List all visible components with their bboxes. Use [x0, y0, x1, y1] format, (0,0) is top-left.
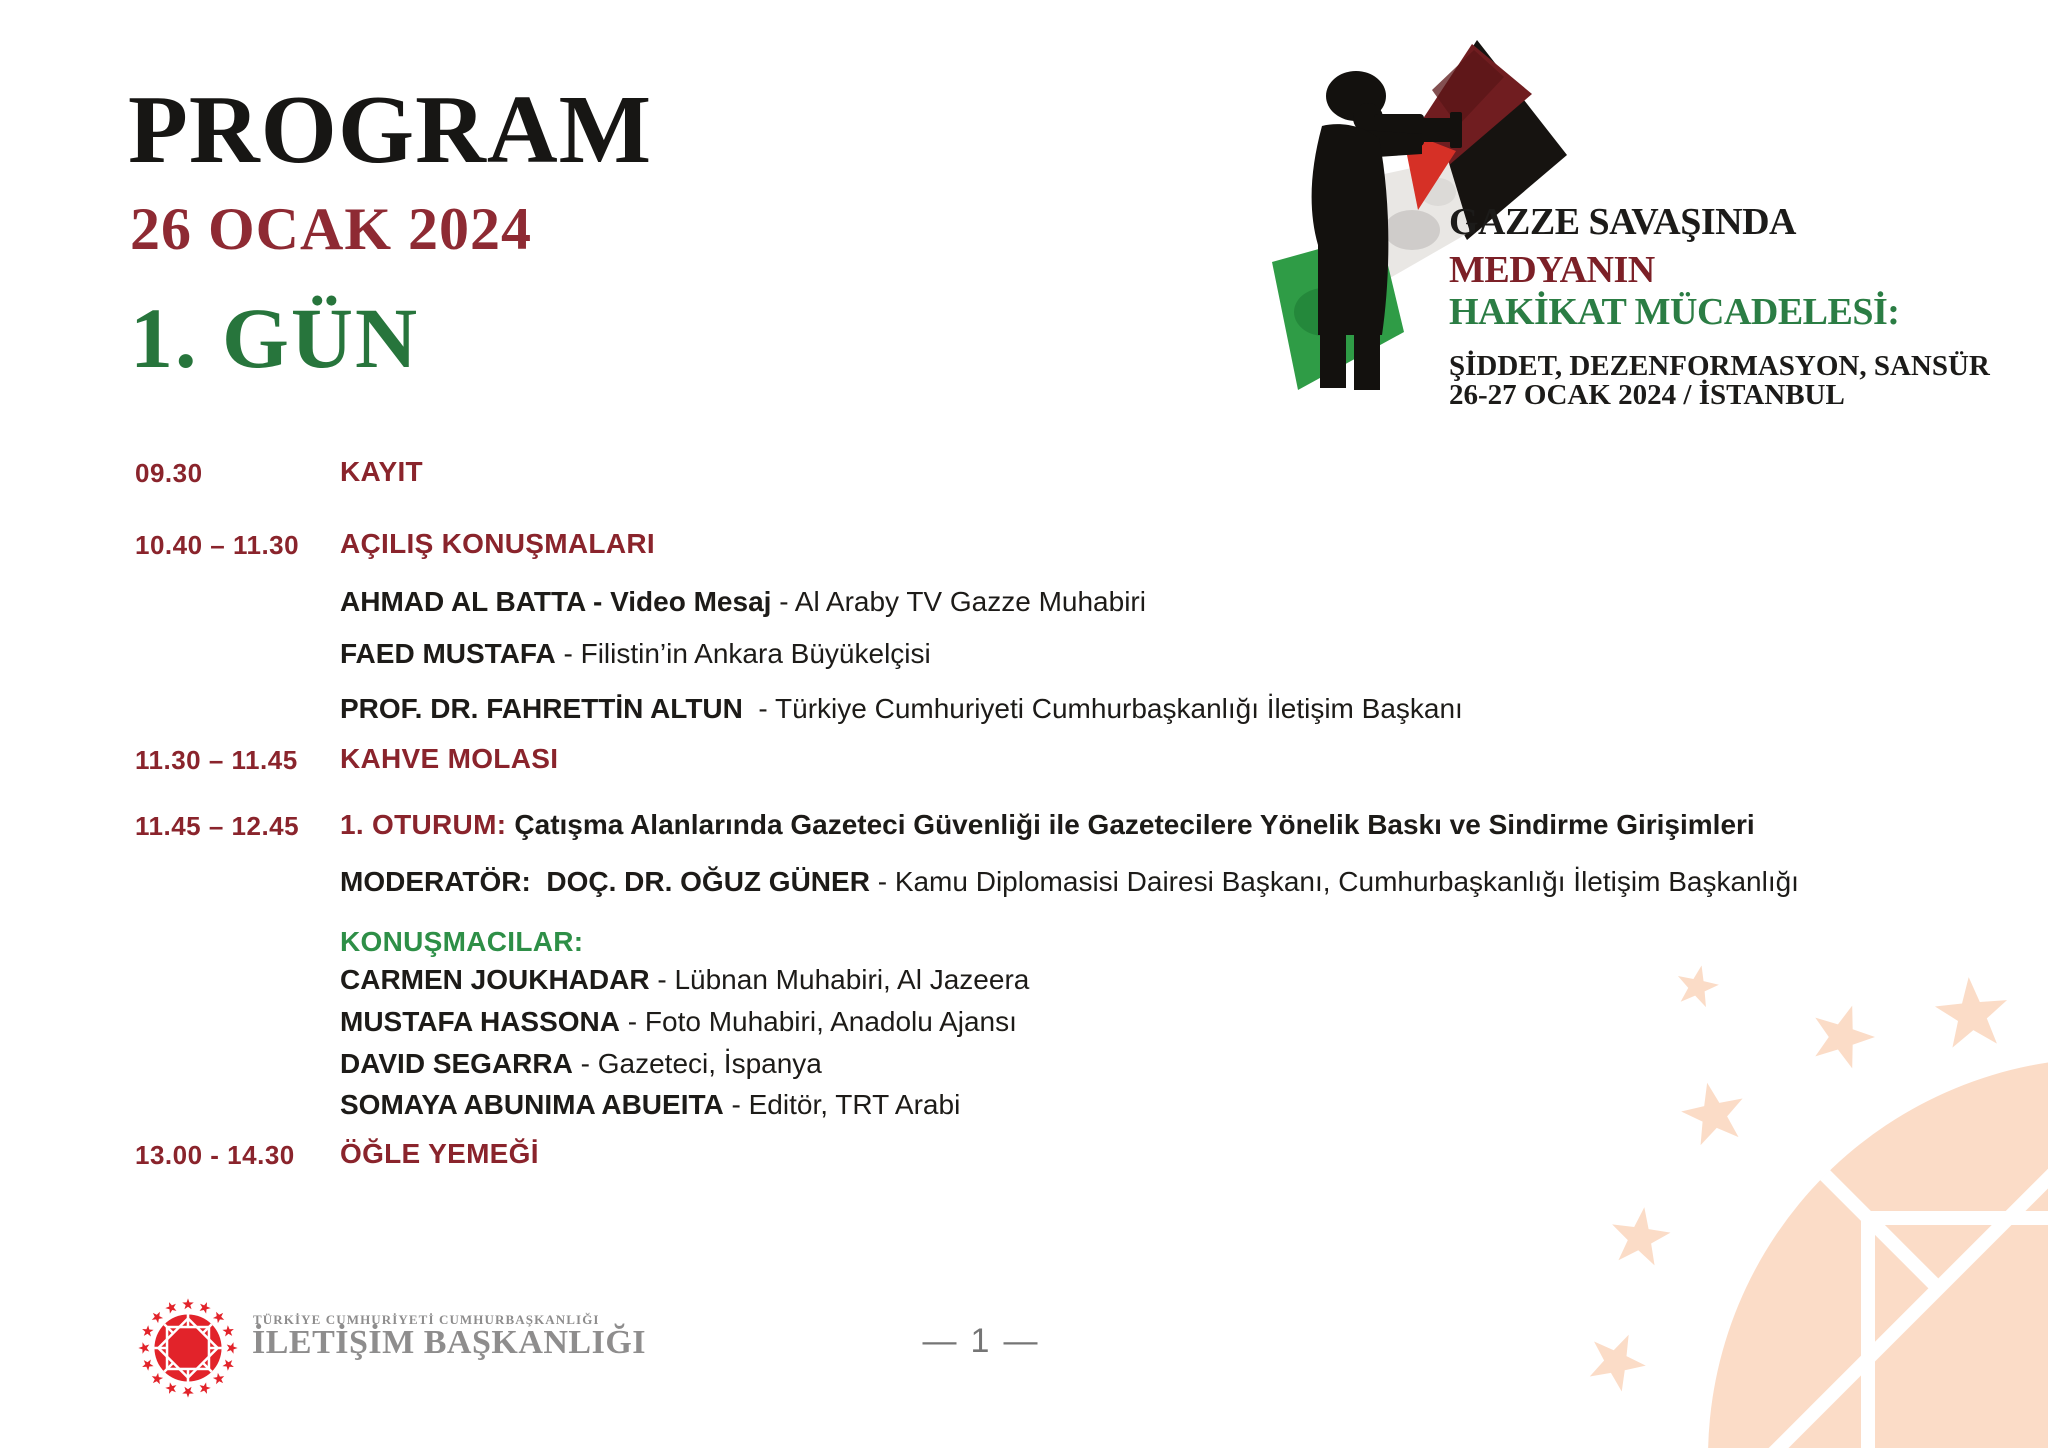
schedule-text-segment: - [555, 638, 581, 669]
schedule-time: 10.40 – 11.30 [135, 530, 300, 560]
schedule-text-segment: - [771, 586, 795, 617]
schedule-text-segment: 1. OTURUM: [340, 809, 515, 840]
schedule-text-segment: - [620, 1006, 645, 1037]
page-number-value: 1 [970, 1322, 990, 1360]
schedule-text-segment: KAYIT [340, 456, 423, 487]
event-title-line3: HAKİKAT MÜCADELESİ: [1449, 291, 1900, 333]
schedule-time: 11.45 – 12.45 [135, 811, 300, 841]
schedule-entry [340, 1008, 1017, 1036]
schedule-text-segment: Gazeteci, İspanya [597, 1048, 822, 1079]
schedule-text-segment: MODERATÖR: DOÇ. DR. OĞUZ GÜNER [340, 866, 870, 897]
schedule-text-segment: KONUŞMACILAR: [340, 926, 584, 957]
event-title-line1: GAZZE SAVAŞINDA [1449, 201, 1796, 243]
schedule-entry [340, 868, 1799, 896]
page-title: PROGRAM [128, 76, 653, 184]
event-title-line2: MEDYANIN [1449, 249, 1655, 291]
schedule-text-segment: MUSTAFA HASSONA [340, 1006, 620, 1037]
schedule-text-segment: ÖĞLE YEMEĞİ [340, 1138, 539, 1169]
schedule-text-segment: Türkiye Cumhuriyeti Cumhurbaşkanlığı İletişim Başkanı [775, 693, 1463, 724]
schedule-text-segment: - [572, 1048, 598, 1079]
schedule-entry [340, 458, 423, 486]
presidency-seal-icon [136, 1296, 240, 1400]
event-subtitle-line2: 26-27 OCAK 2024 / İSTANBUL [1449, 379, 1845, 411]
page-number-dash-left: — [922, 1322, 957, 1360]
page-number [880, 1322, 1080, 1361]
schedule-text-segment: Editör, TRT Arabi [748, 1089, 961, 1120]
page-number-dash-right: — [1003, 1322, 1038, 1360]
schedule-text-segment: FAED MUSTAFA [340, 638, 556, 669]
schedule-text-segment: - [649, 964, 675, 995]
schedule-text-segment: Al Araby TV Gazze Muhabiri [794, 586, 1146, 617]
schedule-entry [340, 928, 583, 956]
schedule-text-segment: - [723, 1089, 749, 1120]
schedule-text-segment: Foto Muhabiri, Anadolu Ajansı [644, 1006, 1017, 1037]
decor-seal-stars [1488, 928, 2048, 1448]
footer-org-line2: İLETİŞİM BAŞKANLIĞI [252, 1324, 647, 1361]
schedule-text-segment: AHMAD AL BATTA - Video Mesaj [340, 586, 772, 617]
schedule-text-segment: Kamu Diplomasisi Dairesi Başkanı, Cumhurbaşkanlığı İletişim Başkanlığı [894, 866, 1799, 897]
schedule-text-segment: Çatışma Alanlarında Gazeteci Güvenliği ile Gazetecilere Yönelik Baskı ve Sindirme Girişimleri [514, 809, 1755, 840]
schedule-entry [340, 811, 1755, 839]
footer-org-line1: TÜRKİYE CUMHURİYETİ CUMHURBAŞKANLIĞI [253, 1312, 600, 1327]
schedule-entry [340, 640, 931, 668]
schedule-text-segment: - [869, 866, 895, 897]
schedule-entry [340, 966, 1029, 994]
schedule-text-segment: KAHVE MOLASI [340, 743, 559, 774]
schedule-time: 13.00 - 14.30 [135, 1140, 295, 1170]
schedule-text-segment: SOMAYA ABUNIMA ABUEITA [340, 1089, 724, 1120]
schedule-text-segment: CARMEN JOUKHADAR [340, 964, 650, 995]
event-subtitle-line1: ŞİDDET, DEZENFORMASYON, SANSÜR [1449, 350, 1990, 382]
schedule-entry [340, 530, 655, 558]
schedule-text-segment: PROF. DR. FAHRETTİN ALTUN [340, 693, 743, 724]
schedule-entry [340, 588, 1146, 616]
schedule-text-segment: DAVID SEGARRA [340, 1048, 573, 1079]
schedule-entry [340, 1050, 822, 1078]
schedule-entry [340, 745, 558, 773]
schedule-text-segment: AÇILIŞ KONUŞMALARI [340, 528, 655, 559]
schedule-entry [340, 1091, 960, 1119]
schedule-entry [340, 695, 1463, 723]
page-date: 26 OCAK 2024 [130, 196, 532, 262]
schedule-time: 09.30 [135, 458, 203, 488]
schedule-text-segment: - [742, 693, 776, 724]
page-day: 1. GÜN [130, 290, 420, 386]
schedule-text-segment: Lübnan Muhabiri, Al Jazeera [674, 964, 1030, 995]
schedule-time: 11.30 – 11.45 [135, 745, 298, 775]
schedule-text-segment: Filistin’in Ankara Büyükelçisi [580, 638, 931, 669]
schedule-entry [340, 1140, 539, 1168]
